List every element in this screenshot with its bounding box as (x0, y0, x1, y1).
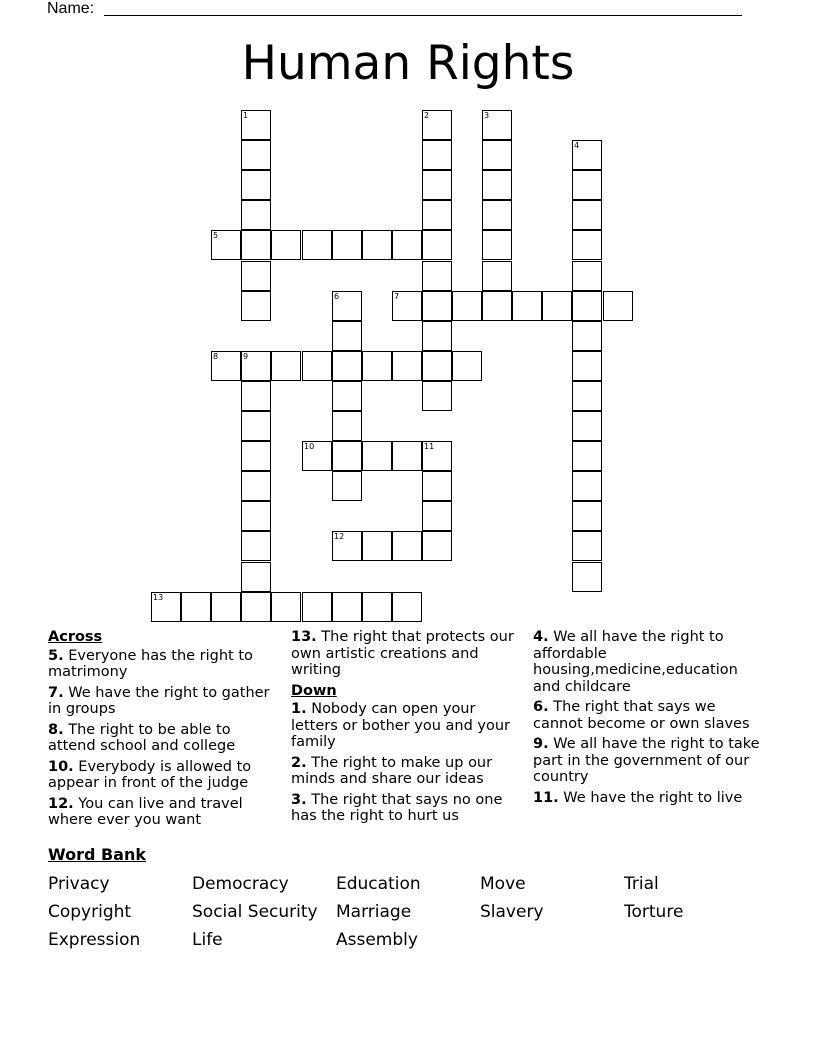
clue-text: We all have the right to take part in the government of our country (533, 736, 760, 785)
clue-number: 11 (424, 442, 435, 451)
grid-cell[interactable] (302, 351, 332, 381)
clue-text: You can live and travel where ever you want (48, 795, 243, 828)
grid-cell[interactable] (422, 170, 452, 200)
grid-cell[interactable] (482, 170, 512, 200)
clue-column-3 (533, 629, 769, 810)
grid-cell[interactable] (302, 592, 332, 622)
clue-number: 12. (48, 795, 74, 812)
grid-cell[interactable] (482, 291, 512, 321)
clue-number: 3. (291, 791, 307, 808)
clue-item (48, 722, 276, 755)
name-label: Name: (47, 0, 95, 17)
clue-item (291, 701, 521, 751)
word-bank-item: Marriage (336, 902, 412, 922)
clue-text: The right to be able to attend school and college (48, 721, 236, 754)
word-bank-item: Expression (48, 930, 141, 950)
grid-cell[interactable] (572, 200, 602, 230)
page-title: Human Rights (241, 36, 575, 91)
clue-number: 8 (213, 352, 219, 361)
word-bank-item: Privacy (48, 874, 110, 894)
grid-cell[interactable] (572, 531, 602, 561)
grid-cell[interactable] (482, 200, 512, 230)
grid-cell[interactable] (241, 351, 271, 381)
grid-cell[interactable] (603, 291, 633, 321)
grid-cell[interactable] (362, 230, 392, 260)
clue-number: 7. (48, 684, 64, 701)
clue-text: We all have the right to affordable housing,medicine,education and childcare (533, 629, 738, 695)
clue-item (48, 796, 276, 829)
grid-cell[interactable] (362, 351, 392, 381)
grid-cell[interactable] (332, 592, 362, 622)
grid-cell[interactable] (422, 110, 452, 140)
grid-cell[interactable] (332, 291, 362, 321)
clue-number: 5. (48, 647, 64, 664)
grid-cell[interactable] (332, 381, 362, 411)
grid-cell[interactable] (482, 230, 512, 260)
grid-cell[interactable] (241, 110, 271, 140)
grid-cell[interactable] (151, 592, 181, 622)
grid-cell[interactable] (332, 230, 362, 260)
word-bank-title: Word Bank (48, 845, 147, 864)
clue-number: 13. (291, 629, 317, 645)
word-bank-item: Life (192, 930, 223, 950)
grid-cell[interactable] (572, 351, 602, 381)
word-bank-item: Democracy (192, 874, 289, 894)
across-heading: Across (48, 629, 103, 645)
grid-cell[interactable] (332, 351, 362, 381)
grid-cell[interactable] (392, 291, 422, 321)
grid-cell[interactable] (572, 562, 602, 592)
clue-number: 4 (574, 141, 580, 150)
grid-cell[interactable] (332, 531, 362, 561)
clue-text: The right to make up our minds and share our ideas (291, 754, 493, 787)
grid-cell[interactable] (572, 230, 602, 260)
clue-text: Everyone has the right to matrimony (48, 647, 253, 680)
clue-item (48, 685, 276, 718)
grid-cell[interactable] (241, 291, 271, 321)
down-heading: Down (291, 682, 337, 699)
grid-cell[interactable] (482, 261, 512, 291)
word-bank-item: Copyright (48, 902, 132, 922)
grid-cell[interactable] (332, 321, 362, 351)
grid-cell[interactable] (271, 230, 301, 260)
grid-cell[interactable] (542, 291, 572, 321)
grid-cell[interactable] (241, 261, 271, 291)
grid-cell[interactable] (332, 411, 362, 441)
grid-cell[interactable] (572, 291, 602, 321)
clue-number: 9 (243, 352, 249, 361)
grid-cell[interactable] (422, 291, 452, 321)
grid-cell[interactable] (422, 441, 452, 471)
clue-number: 2. (291, 754, 307, 771)
grid-cell[interactable] (422, 501, 452, 531)
grid-cell[interactable] (211, 592, 241, 622)
grid-cell[interactable] (302, 230, 332, 260)
grid-cell[interactable] (572, 471, 602, 501)
clue-number: 12 (334, 532, 345, 541)
grid-cell[interactable] (422, 230, 452, 260)
word-bank-item: Trial (624, 874, 659, 894)
grid-cell[interactable] (362, 531, 392, 561)
clue-text: Everybody is allowed to appear in front of the judge (48, 758, 252, 791)
clue-text: The right that protects our own artistic creations and writing (291, 629, 514, 678)
grid-cell[interactable] (572, 261, 602, 291)
grid-cell[interactable] (572, 441, 602, 471)
clue-number: 10 (304, 442, 315, 451)
clue-number: 2 (424, 111, 430, 120)
grid-cell[interactable] (572, 501, 602, 531)
grid-cell[interactable] (422, 261, 452, 291)
clue-number: 10. (48, 758, 74, 775)
clue-number: 7 (394, 292, 400, 301)
clue-number: 9. (533, 736, 549, 752)
clue-item (48, 648, 276, 681)
grid-cell[interactable] (362, 441, 392, 471)
clue-item (533, 699, 769, 732)
grid-cell[interactable] (241, 441, 271, 471)
grid-cell[interactable] (422, 321, 452, 351)
clue-item (291, 755, 521, 788)
clue-number: 1 (243, 111, 249, 120)
grid-cell[interactable] (241, 592, 271, 622)
clue-text: Nobody can open your letters or bother you and your family (291, 701, 510, 750)
grid-cell[interactable] (181, 592, 211, 622)
grid-cell[interactable] (241, 381, 271, 411)
grid-cell[interactable] (482, 140, 512, 170)
grid-cell[interactable] (482, 110, 512, 140)
grid-cell[interactable] (271, 592, 301, 622)
grid-cell[interactable] (302, 441, 332, 471)
grid-cell[interactable] (211, 230, 241, 260)
grid-cell[interactable] (362, 592, 392, 622)
word-bank-item: Education (336, 874, 421, 894)
grid-cell[interactable] (241, 140, 271, 170)
grid-cell[interactable] (241, 411, 271, 441)
word-bank-item: Move (480, 874, 526, 894)
grid-cell[interactable] (241, 501, 271, 531)
clue-item (533, 736, 769, 786)
word-bank-item: Social Security (192, 902, 318, 922)
grid-cell[interactable] (392, 351, 422, 381)
grid-cell[interactable] (572, 321, 602, 351)
clue-number: 3 (484, 111, 490, 120)
grid-cell[interactable] (241, 230, 271, 260)
clue-item (291, 792, 521, 825)
grid-cell[interactable] (422, 351, 452, 381)
grid-cell[interactable] (271, 351, 301, 381)
grid-cell[interactable] (572, 170, 602, 200)
grid-cell[interactable] (241, 200, 271, 230)
clue-text: The right that says no one has the right to hurt us (291, 791, 503, 824)
grid-cell[interactable] (241, 471, 271, 501)
word-bank-item: Slavery (480, 902, 544, 922)
grid-cell[interactable] (422, 140, 452, 170)
word-bank-item: Torture (624, 902, 684, 922)
grid-cell[interactable] (572, 140, 602, 170)
word-bank-item: Assembly (336, 930, 418, 950)
grid-cell[interactable] (241, 562, 271, 592)
grid-cell[interactable] (332, 441, 362, 471)
grid-cell[interactable] (422, 200, 452, 230)
clue-number: 11. (533, 789, 559, 806)
clue-text: We have the right to live (558, 789, 743, 806)
clue-column-1 (48, 629, 276, 833)
clue-number: 1. (291, 701, 307, 717)
clue-number: 6 (334, 292, 340, 301)
grid-cell[interactable] (211, 351, 241, 381)
clue-item (533, 629, 769, 695)
grid-cell[interactable] (572, 381, 602, 411)
grid-cell[interactable] (572, 411, 602, 441)
grid-cell[interactable] (241, 170, 271, 200)
grid-cell[interactable] (422, 531, 452, 561)
grid-cell[interactable] (332, 471, 362, 501)
grid-cell[interactable] (452, 351, 482, 381)
grid-cell[interactable] (392, 592, 422, 622)
clue-item (533, 790, 769, 807)
clue-text: The right that says we cannot become or own slaves (533, 699, 750, 732)
grid-cell[interactable] (241, 531, 271, 561)
clue-text: We have the right to gather in groups (48, 684, 270, 717)
grid-cell[interactable] (422, 381, 452, 411)
grid-cell[interactable] (422, 471, 452, 501)
grid-cell[interactable] (392, 531, 422, 561)
clue-column-2 (291, 629, 521, 829)
grid-cell[interactable] (392, 230, 422, 260)
clue-number: 6. (533, 699, 549, 715)
grid-cell[interactable] (392, 441, 422, 471)
clue-number: 5 (213, 231, 219, 240)
clue-number: 13 (153, 593, 164, 602)
grid-cell[interactable] (452, 291, 482, 321)
clue-item (48, 759, 276, 792)
grid-cell[interactable] (512, 291, 542, 321)
clue-number: 8. (48, 721, 64, 738)
clue-number: 4. (533, 629, 549, 645)
clue-item (291, 629, 521, 679)
